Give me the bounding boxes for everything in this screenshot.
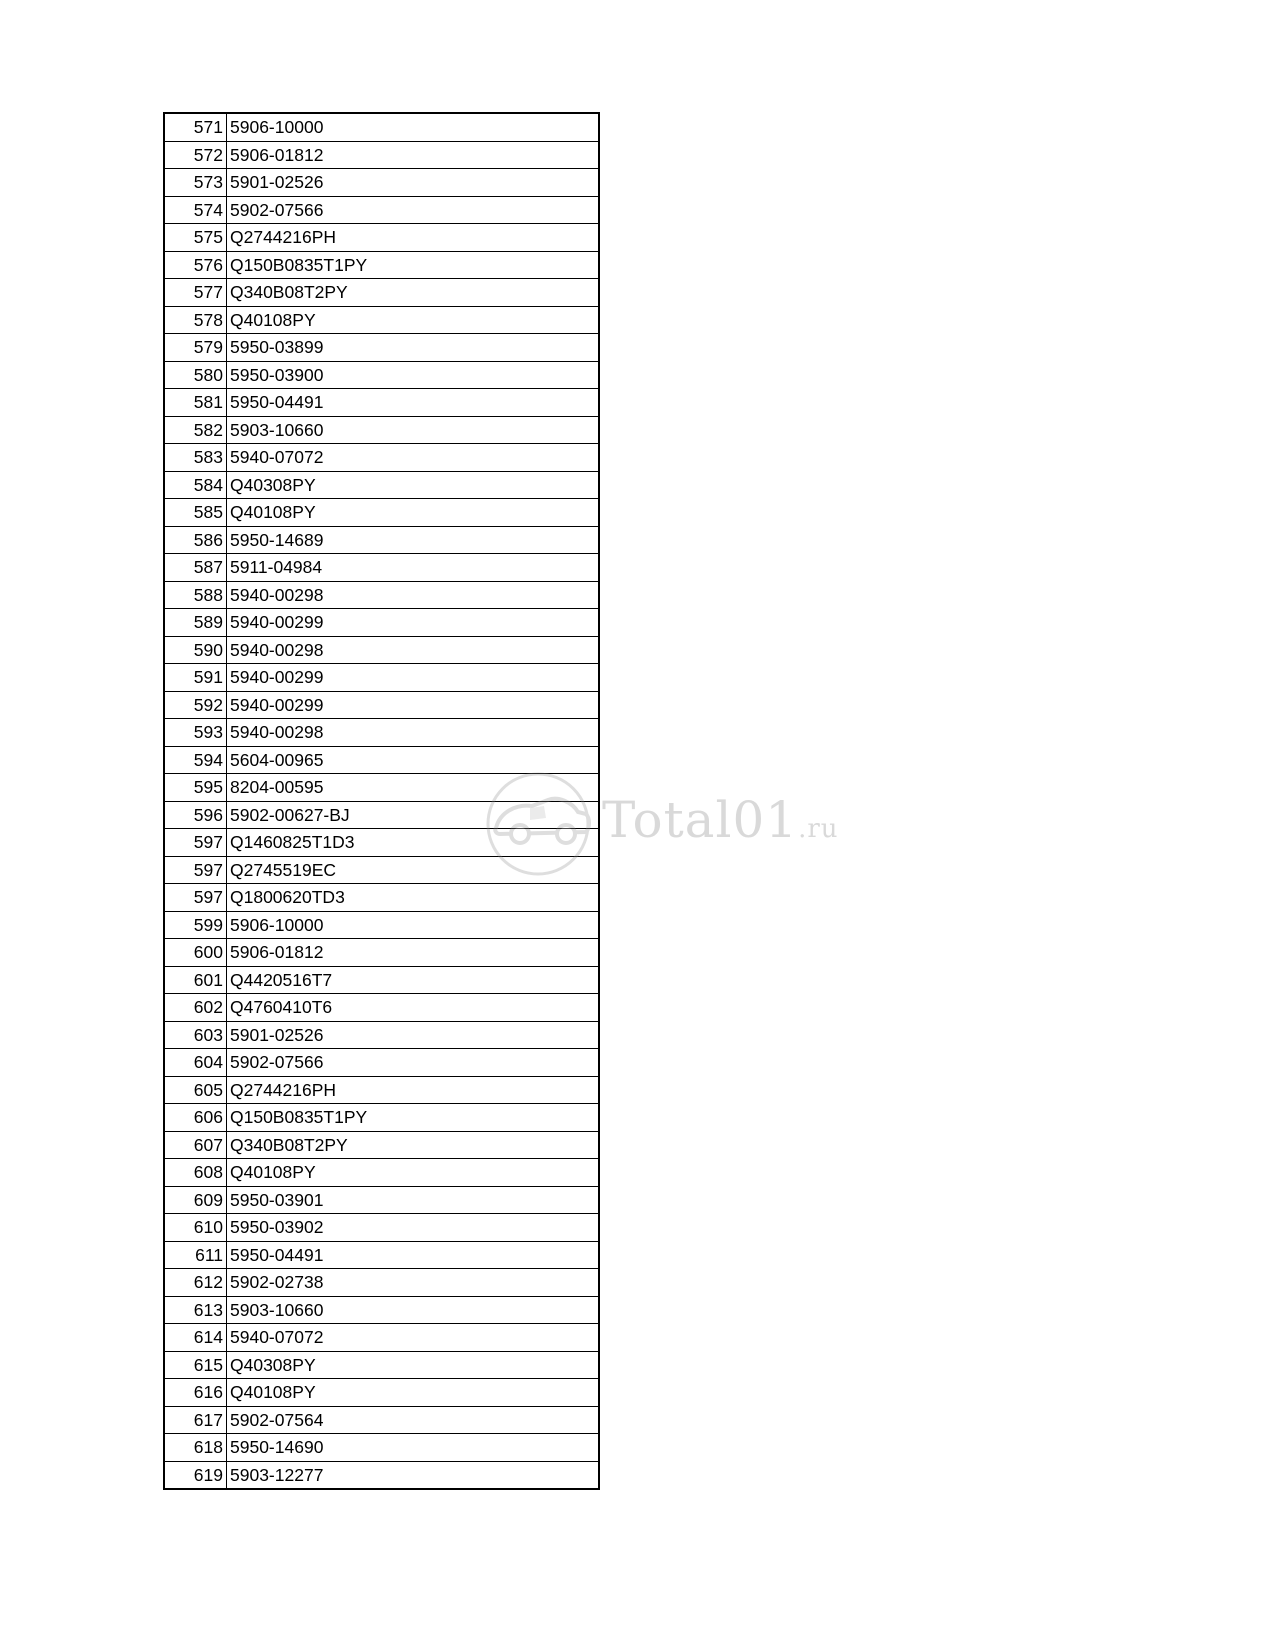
- table-row: [164, 251, 599, 279]
- part-code: 5940-00299: [227, 609, 600, 637]
- part-code: Q2744216PH: [227, 1076, 600, 1104]
- row-number: 595: [164, 774, 227, 802]
- row-number: 602: [164, 994, 227, 1022]
- row-number: 611: [164, 1241, 227, 1269]
- part-code: 5940-00298: [227, 636, 600, 664]
- table-row: [164, 691, 599, 719]
- table-row: [164, 1021, 599, 1049]
- part-code: 5906-01812: [227, 939, 600, 967]
- row-number: 576: [164, 251, 227, 279]
- part-code: Q40108PY: [227, 1159, 600, 1187]
- part-code: 5950-03899: [227, 334, 600, 362]
- row-number: 577: [164, 279, 227, 307]
- part-code: Q40308PY: [227, 1351, 600, 1379]
- row-number: 592: [164, 691, 227, 719]
- table-row: [164, 334, 599, 362]
- part-code: Q1460825T1D3: [227, 829, 600, 857]
- table-row: [164, 664, 599, 692]
- table-row: [164, 1159, 599, 1187]
- row-number: 593: [164, 719, 227, 747]
- table-row: [164, 994, 599, 1022]
- table-row: [164, 1324, 599, 1352]
- part-code: Q40108PY: [227, 306, 600, 334]
- table-row: [164, 884, 599, 912]
- table-row: [164, 1186, 599, 1214]
- table-row: [164, 499, 599, 527]
- table-row: [164, 1406, 599, 1434]
- part-code: Q40308PY: [227, 471, 600, 499]
- table-row: [164, 1241, 599, 1269]
- table-row: [164, 746, 599, 774]
- part-code: Q2745519EC: [227, 856, 600, 884]
- row-number: 601: [164, 966, 227, 994]
- table-row: [164, 444, 599, 472]
- part-code: 5940-00299: [227, 664, 600, 692]
- table-row: [164, 939, 599, 967]
- table-row: [164, 306, 599, 334]
- parts-table-body: [164, 113, 599, 1489]
- part-code: 5940-00298: [227, 581, 600, 609]
- table-row: [164, 609, 599, 637]
- row-number: 597: [164, 829, 227, 857]
- table-row: [164, 966, 599, 994]
- parts-table: [163, 112, 600, 1490]
- row-number: 594: [164, 746, 227, 774]
- row-number: 586: [164, 526, 227, 554]
- table-row: [164, 1104, 599, 1132]
- part-code: 5940-00299: [227, 691, 600, 719]
- table-row: [164, 526, 599, 554]
- table-row: [164, 1296, 599, 1324]
- row-number: 615: [164, 1351, 227, 1379]
- table-row: [164, 361, 599, 389]
- table-row: [164, 389, 599, 417]
- part-code: 5604-00965: [227, 746, 600, 774]
- row-number: 573: [164, 169, 227, 197]
- part-code: 5906-10000: [227, 113, 600, 141]
- part-code: 8204-00595: [227, 774, 600, 802]
- table-row: [164, 801, 599, 829]
- table-row: [164, 554, 599, 582]
- row-number: 610: [164, 1214, 227, 1242]
- part-code: 5903-12277: [227, 1461, 600, 1489]
- table-row: [164, 829, 599, 857]
- row-number: 588: [164, 581, 227, 609]
- row-number: 582: [164, 416, 227, 444]
- part-code: Q150B0835T1PY: [227, 251, 600, 279]
- row-number: 609: [164, 1186, 227, 1214]
- row-number: 583: [164, 444, 227, 472]
- row-number: 596: [164, 801, 227, 829]
- part-code: Q40108PY: [227, 499, 600, 527]
- row-number: 571: [164, 113, 227, 141]
- row-number: 617: [164, 1406, 227, 1434]
- part-code: Q4420516T7: [227, 966, 600, 994]
- table-row: [164, 1269, 599, 1297]
- part-code: 5950-03900: [227, 361, 600, 389]
- table-row: [164, 1214, 599, 1242]
- row-number: 589: [164, 609, 227, 637]
- part-code: 5940-07072: [227, 1324, 600, 1352]
- part-code: 5902-00627-BJ: [227, 801, 600, 829]
- part-code: 5950-04491: [227, 389, 600, 417]
- table-row: [164, 1379, 599, 1407]
- part-code: 5903-10660: [227, 1296, 600, 1324]
- row-number: 599: [164, 911, 227, 939]
- row-number: 580: [164, 361, 227, 389]
- table-row: [164, 1049, 599, 1077]
- table-row: [164, 1131, 599, 1159]
- row-number: 585: [164, 499, 227, 527]
- part-code: 5940-07072: [227, 444, 600, 472]
- table-row: [164, 911, 599, 939]
- table-row: [164, 1076, 599, 1104]
- row-number: 607: [164, 1131, 227, 1159]
- row-number: 578: [164, 306, 227, 334]
- part-code: 5950-03901: [227, 1186, 600, 1214]
- part-code: 5950-04491: [227, 1241, 600, 1269]
- row-number: 605: [164, 1076, 227, 1104]
- watermark-brand: Total01: [602, 791, 799, 849]
- table-row: [164, 471, 599, 499]
- row-number: 603: [164, 1021, 227, 1049]
- part-code: 5950-14690: [227, 1434, 600, 1462]
- part-code: 5902-07566: [227, 1049, 600, 1077]
- part-code: 5902-02738: [227, 1269, 600, 1297]
- row-number: 619: [164, 1461, 227, 1489]
- row-number: 597: [164, 856, 227, 884]
- row-number: 591: [164, 664, 227, 692]
- table-row: [164, 169, 599, 197]
- row-number: 574: [164, 196, 227, 224]
- part-code: 5902-07564: [227, 1406, 600, 1434]
- row-number: 612: [164, 1269, 227, 1297]
- part-code: 5950-03902: [227, 1214, 600, 1242]
- part-code: 5906-01812: [227, 141, 600, 169]
- row-number: 584: [164, 471, 227, 499]
- row-number: 616: [164, 1379, 227, 1407]
- part-code: 5902-07566: [227, 196, 600, 224]
- part-code: Q340B08T2PY: [227, 279, 600, 307]
- part-code: Q150B0835T1PY: [227, 1104, 600, 1132]
- table-row: [164, 1351, 599, 1379]
- part-code: Q4760410T6: [227, 994, 600, 1022]
- table-row: [164, 1434, 599, 1462]
- part-code: 5901-02526: [227, 169, 600, 197]
- part-code: Q340B08T2PY: [227, 1131, 600, 1159]
- row-number: 600: [164, 939, 227, 967]
- part-code: 5903-10660: [227, 416, 600, 444]
- table-row: [164, 113, 599, 141]
- row-number: 606: [164, 1104, 227, 1132]
- row-number: 587: [164, 554, 227, 582]
- table-row: [164, 719, 599, 747]
- table-row: [164, 416, 599, 444]
- row-number: 581: [164, 389, 227, 417]
- part-code: Q40108PY: [227, 1379, 600, 1407]
- part-code: 5940-00298: [227, 719, 600, 747]
- row-number: 579: [164, 334, 227, 362]
- table-row: [164, 279, 599, 307]
- table-row: [164, 856, 599, 884]
- table-row: [164, 141, 599, 169]
- table-row: [164, 1461, 599, 1489]
- part-code: 5911-04984: [227, 554, 600, 582]
- row-number: 608: [164, 1159, 227, 1187]
- row-number: 604: [164, 1049, 227, 1077]
- row-number: 575: [164, 224, 227, 252]
- table-row: [164, 581, 599, 609]
- row-number: 572: [164, 141, 227, 169]
- part-code: 5906-10000: [227, 911, 600, 939]
- part-code: 5950-14689: [227, 526, 600, 554]
- part-code: 5901-02526: [227, 1021, 600, 1049]
- table-row: [164, 636, 599, 664]
- row-number: 613: [164, 1296, 227, 1324]
- row-number: 590: [164, 636, 227, 664]
- row-number: 618: [164, 1434, 227, 1462]
- watermark-text: [602, 792, 839, 857]
- row-number: 614: [164, 1324, 227, 1352]
- table-row: [164, 196, 599, 224]
- table-row: [164, 224, 599, 252]
- part-code: Q2744216PH: [227, 224, 600, 252]
- part-code: Q1800620TD3: [227, 884, 600, 912]
- table-row: [164, 774, 599, 802]
- watermark-tld: .ru: [798, 814, 839, 844]
- row-number: 597: [164, 884, 227, 912]
